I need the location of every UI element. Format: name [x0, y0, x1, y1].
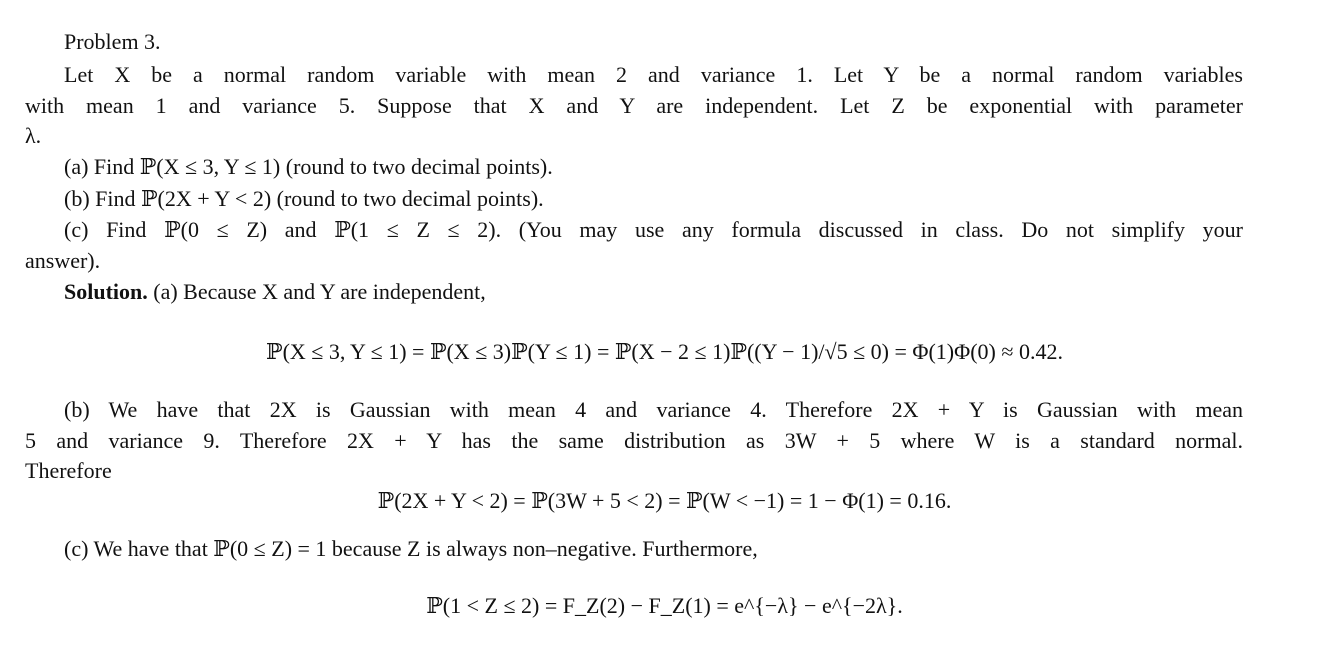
solution-b-line-1: (b) We have that 2X is Gaussian with mean 4 and variance 4. Therefore 2X + Y is Gaussian with mean [64, 397, 1243, 422]
solution-a-intro: (a) Because X and Y are independent, [153, 279, 486, 304]
solution-c-equation: ℙ(1 < Z ≤ 2) = F_Z(2) − F_Z(1) = e^{−λ} − e^{−2λ}. [426, 593, 903, 618]
part-a: (a) Find ℙ(X ≤ 3, Y ≤ 1) (round to two decimal points). [64, 154, 553, 179]
statement-line-2: with mean 1 and variance 5. Suppose that X and Y are independent. Let Z be exponential with parameter [25, 93, 1243, 118]
solution-c-line: (c) We have that ℙ(0 ≤ Z) = 1 because Z is always non–negative. Furthermore, [64, 536, 758, 561]
solution-b-line-2: 5 and variance 9. Therefore 2X + Y has the same distribution as 3W + 5 where W is a standard normal. [25, 428, 1243, 453]
solution-a-equation: ℙ(X ≤ 3, Y ≤ 1) = ℙ(X ≤ 3)ℙ(Y ≤ 1) = ℙ(X − 2 ≤ 1)ℙ((Y − 1)/√5 ≤ 0) = Φ(1)Φ(0) ≈ 0.42. [266, 339, 1063, 364]
statement-line-1: Let X be a normal random variable with mean 2 and variance 1. Let Y be a normal random variables [64, 62, 1243, 87]
solution-a-intro-line [64, 277, 486, 307]
part-c-line-1: (c) Find ℙ(0 ≤ Z) and ℙ(1 ≤ Z ≤ 2). (You may use any formula discussed in class. Do not simplify your [64, 217, 1243, 242]
problem-heading: Problem 3. [64, 29, 161, 54]
part-c-line-2: answer). [25, 248, 101, 273]
solution-b-equation: ℙ(2X + Y < 2) = ℙ(3W + 5 < 2) = ℙ(W < −1) = 1 − Φ(1) = 0.16. [377, 488, 952, 513]
solution-label: Solution. [64, 279, 148, 304]
solution-b-line-3: Therefore [25, 458, 112, 483]
statement-line-3: λ. [25, 123, 42, 148]
part-b: (b) Find ℙ(2X + Y < 2) (round to two decimal points). [64, 186, 544, 211]
